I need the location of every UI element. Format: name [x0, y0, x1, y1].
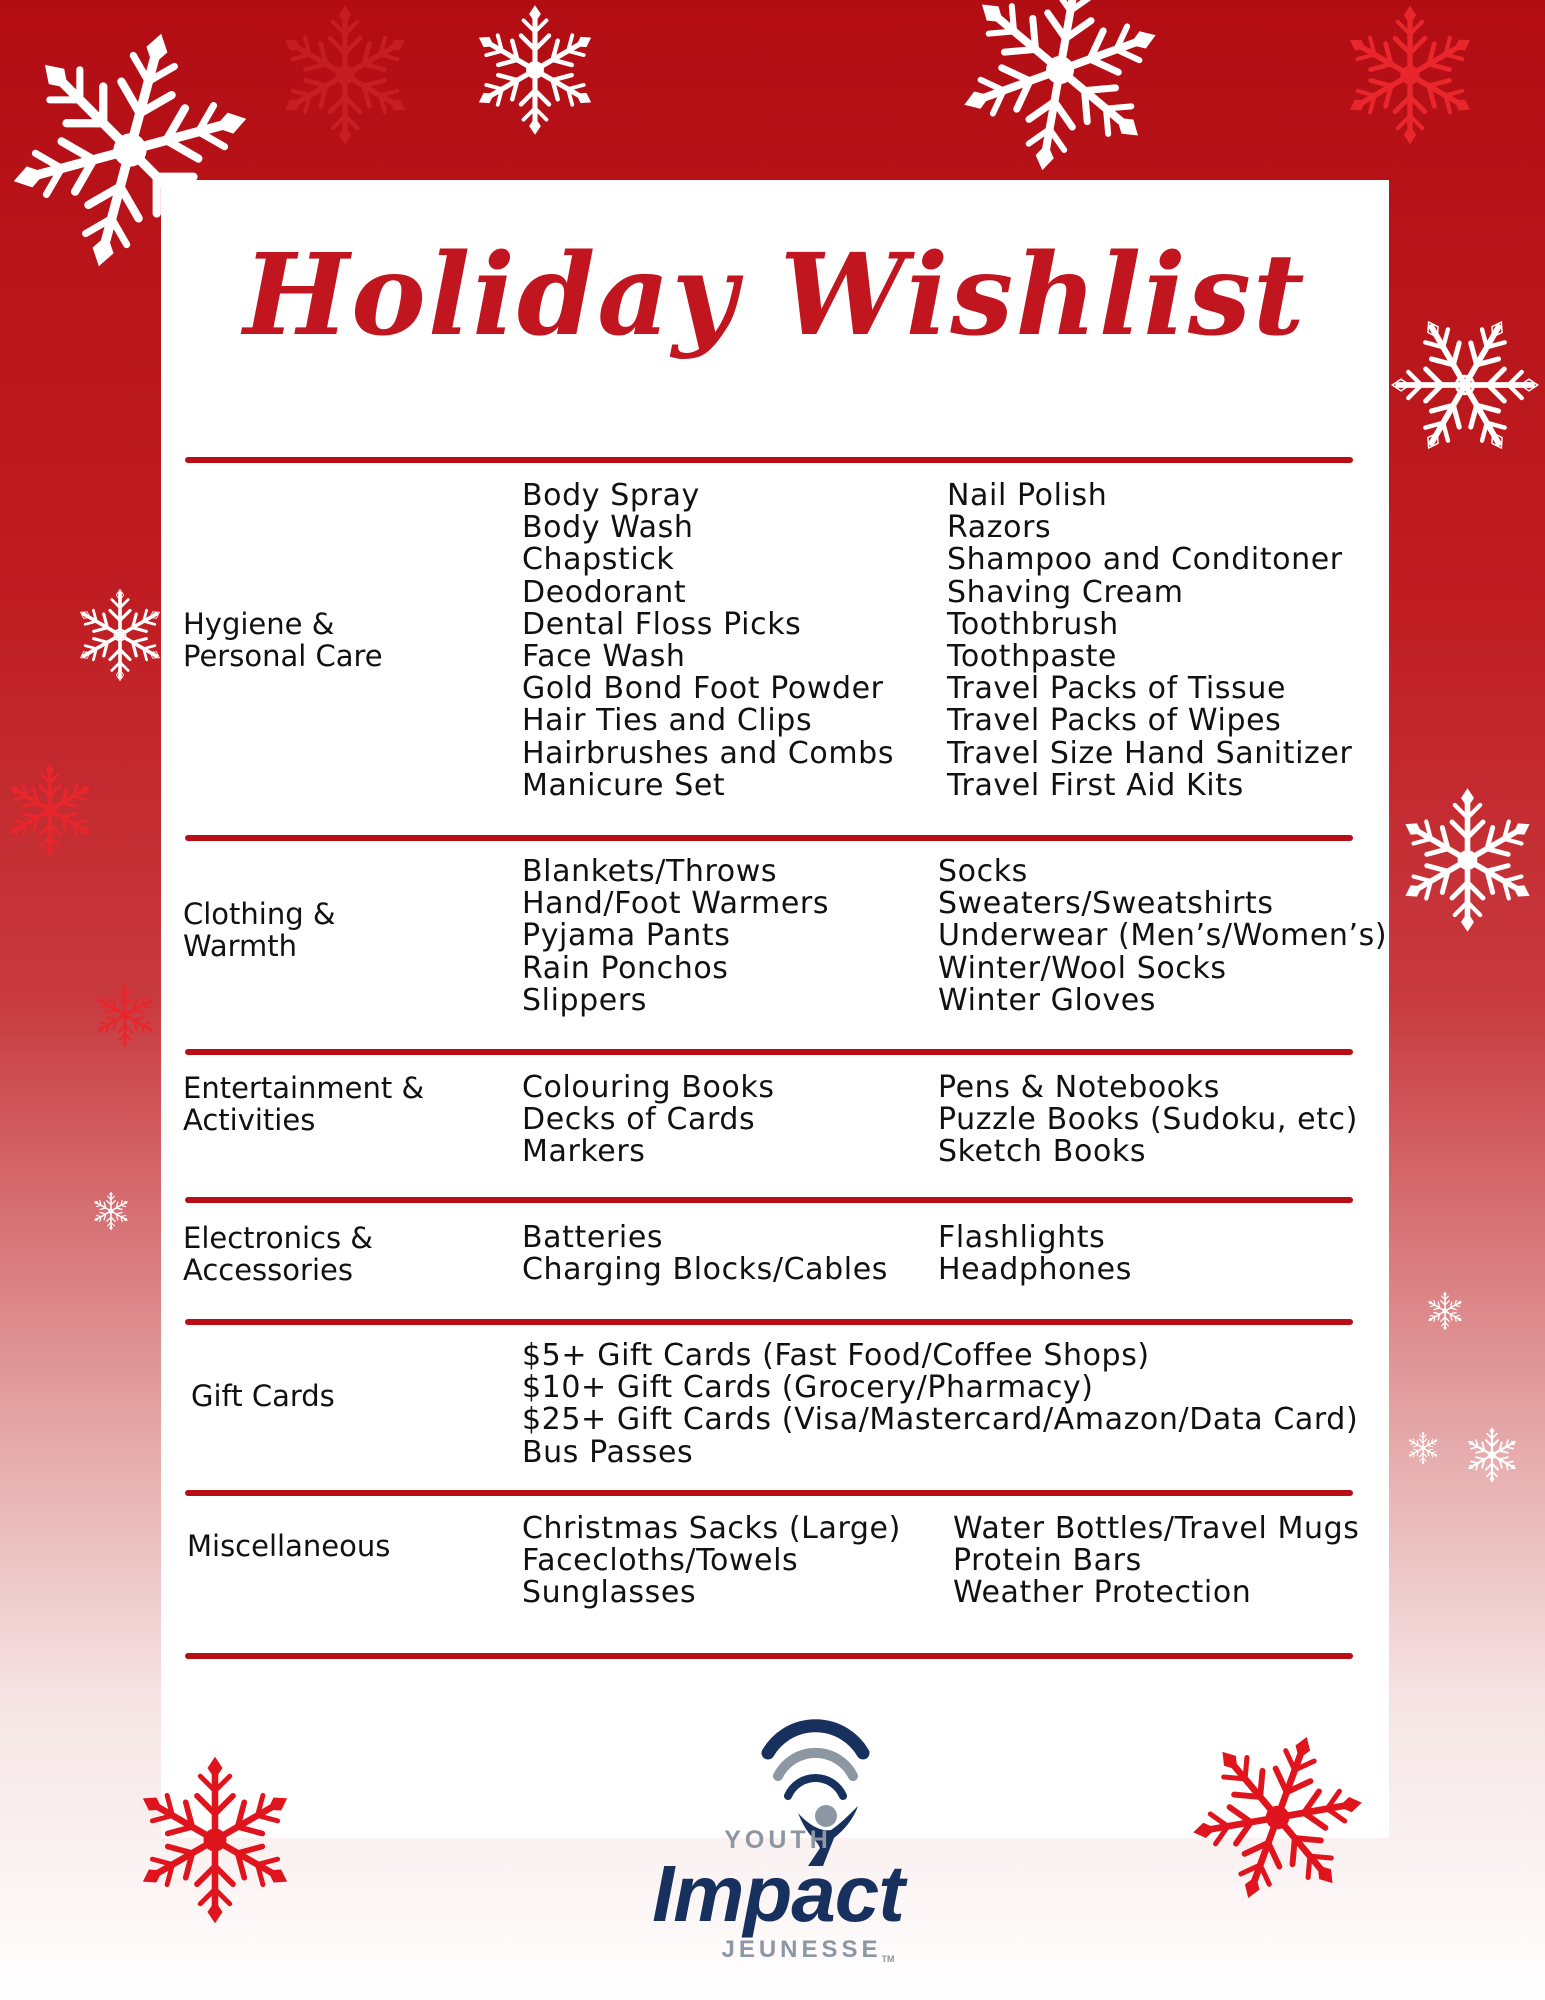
list-item: Winter Gloves — [938, 982, 1157, 1018]
list-item: Shaving Cream — [947, 574, 1184, 610]
logo-bottom-text — [648, 1936, 938, 1964]
list-item: Markers — [522, 1134, 646, 1170]
divider — [185, 1319, 1353, 1325]
list-item: Facecloths/Towels — [522, 1543, 799, 1579]
items-left — [522, 1072, 775, 1169]
list-item: Socks — [938, 854, 1028, 889]
list-item: Flashlights — [938, 1220, 1106, 1255]
items-left — [522, 1222, 888, 1286]
logo-tm: TM — [881, 1954, 895, 1964]
list-item: Dental Floss Picks — [522, 606, 802, 642]
divider — [185, 835, 1353, 841]
list-item: Hairbrushes and Combs — [522, 735, 895, 771]
list-item: $25+ Gift Cards (Visa/Mastercard/Amazon/Data Card) — [522, 1402, 1359, 1438]
category-label: Hygiene & Personal Care — [183, 607, 383, 673]
list-item: Blankets/Throws — [522, 854, 778, 889]
list-item: Deodorant — [522, 574, 687, 610]
list-item: Slippers — [522, 982, 648, 1018]
snowflake-icon — [90, 960, 160, 1070]
snowflake-icon — [1424, 1290, 1466, 1332]
list-item: Headphones — [938, 1252, 1132, 1288]
category-label: Gift Cards — [191, 1379, 335, 1413]
snowflake-icon — [90, 1190, 132, 1232]
list-item: Decks of Cards — [522, 1102, 756, 1138]
logo-main-text: Impact — [652, 1849, 904, 1938]
list-item: Underwear (Men’s/Women’s) — [938, 918, 1388, 954]
list-item: Body Spray — [522, 478, 700, 513]
divider — [185, 1490, 1353, 1496]
items-left — [522, 1513, 901, 1610]
category-label: Entertainment & Activities — [183, 1071, 425, 1137]
list-item: Shampoo and Conditoner — [947, 542, 1343, 578]
logo-bottom-word: JEUNESSE — [721, 1936, 882, 1963]
items-right — [938, 1072, 1358, 1169]
list-item: Weather Protection — [953, 1575, 1252, 1611]
list-item: Bus Passes — [522, 1434, 694, 1470]
category-label: Miscellaneous — [187, 1529, 391, 1563]
items-right — [938, 856, 1387, 1017]
snowflake-icon — [70, 560, 170, 710]
items-right — [953, 1513, 1360, 1610]
list-item: Batteries — [522, 1220, 664, 1255]
list-item: Christmas Sacks (Large) — [522, 1511, 901, 1546]
list-item: Toothpaste — [947, 639, 1117, 675]
snowflake-icon — [260, 0, 430, 150]
logo-top-text: YOUTH — [724, 1826, 832, 1854]
category-label: Electronics & Accessories — [183, 1221, 373, 1287]
list-item: Hand/Foot Warmers — [522, 886, 830, 922]
page-title: Holiday Wishlist — [243, 230, 1307, 361]
list-item: Sunglasses — [522, 1575, 697, 1611]
snowflake-icon — [1330, 0, 1490, 150]
snowflake-icon — [1390, 770, 1545, 950]
list-item: Face Wash — [522, 639, 686, 675]
list-item: Body Wash — [522, 510, 694, 546]
snowflake-icon — [455, 0, 615, 140]
snowflake-icon — [125, 1750, 305, 1930]
divider — [185, 1653, 1353, 1659]
list-item: Hair Ties and Clips — [522, 703, 813, 739]
list-item: Water Bottles/Travel Mugs — [953, 1511, 1360, 1546]
items-right — [947, 480, 1352, 802]
items-left — [522, 856, 829, 1017]
items-left — [522, 480, 894, 802]
divider — [185, 1049, 1353, 1055]
list-item: Colouring Books — [522, 1070, 775, 1105]
items-left — [522, 1340, 1358, 1469]
list-item: Travel Packs of Tissue — [947, 671, 1286, 707]
list-item: Manicure Set — [522, 767, 726, 803]
list-item: Pyjama Pants — [522, 918, 731, 954]
list-item: $10+ Gift Cards (Grocery/Pharmacy) — [522, 1370, 1094, 1406]
list-item: Winter/Wool Socks — [938, 950, 1227, 986]
divider — [185, 457, 1353, 463]
list-item: Rain Ponchos — [522, 950, 729, 986]
list-item: Travel First Aid Kits — [947, 767, 1244, 803]
list-item: Charging Blocks/Cables — [522, 1252, 888, 1288]
list-item: Sketch Books — [938, 1134, 1147, 1170]
snowflake-icon — [0, 740, 100, 880]
list-item: Razors — [947, 510, 1052, 546]
list-item: Travel Size Hand Sanitizer — [947, 735, 1353, 771]
list-item: Sweaters/Sweatshirts — [938, 886, 1274, 922]
youth-impact-logo — [648, 1698, 908, 1988]
snowflake-icon — [1462, 1425, 1522, 1485]
list-item: Toothbrush — [947, 606, 1119, 642]
list-item: Nail Polish — [947, 478, 1108, 513]
divider — [185, 1197, 1353, 1203]
list-item: Protein Bars — [953, 1543, 1142, 1579]
list-item: Chapstick — [522, 542, 675, 578]
list-item: Gold Bond Foot Powder — [522, 671, 884, 707]
list-item: Puzzle Books (Sudoku, etc) — [938, 1102, 1358, 1138]
snowflake-icon — [1405, 1430, 1441, 1466]
category-label: Clothing & Warmth — [183, 897, 336, 963]
snowflake-icon — [1185, 1725, 1370, 1910]
list-item: Travel Packs of Wipes — [947, 703, 1282, 739]
items-right — [938, 1222, 1132, 1286]
snowflake-icon — [940, 0, 1180, 180]
wishlist-card — [161, 180, 1389, 1838]
list-item: $5+ Gift Cards (Fast Food/Coffee Shops) — [522, 1338, 1150, 1373]
list-item: Pens & Notebooks — [938, 1070, 1220, 1105]
snowflake-icon — [1385, 270, 1545, 500]
